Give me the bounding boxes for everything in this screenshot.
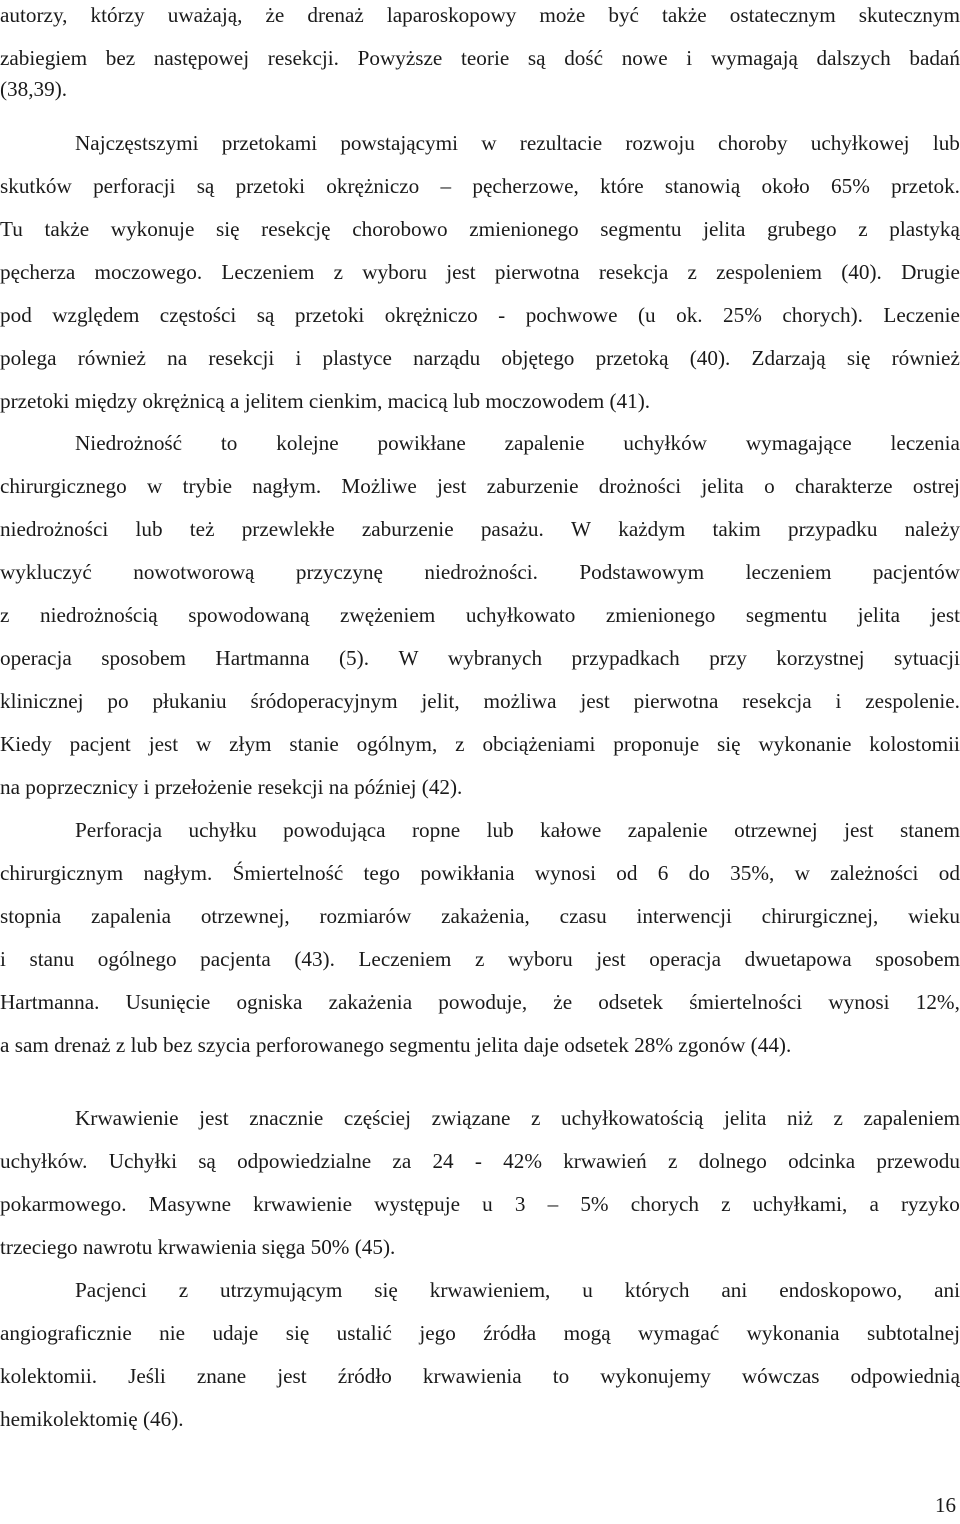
- text-line: kolektomii. Jeśli znane jest źródło krwawienia to wykonujemy wówczas odpowiednią: [0, 1364, 960, 1388]
- text-line: (38,39).: [0, 77, 68, 101]
- text-line: i stanu ogólnego pacjenta (43). Leczeniem z wyboru jest operacja dwuetapowa sposobem: [0, 947, 960, 971]
- text-line: autorzy, którzy uważają, że drenaż laparoskopowy może być także ostatecznym skutecznym: [0, 3, 960, 27]
- text-line: chirurgicznym nagłym. Śmiertelność tego powikłania wynosi od 6 do 35%, w zależności od: [0, 861, 960, 885]
- text-line: wykluczyć nowotworową przyczynę niedrożności. Podstawowym leczeniem pacjentów: [0, 560, 960, 584]
- text-line: polega również na resekcji i plastyce narządu objętego przetoką (40). Zdarzają się również: [0, 346, 960, 370]
- text-line: stopnia zapalenia otrzewnej, rozmiarów zakażenia, czasu interwencji chirurgicznej, wieku: [0, 904, 960, 928]
- text-line: a sam drenaż z lub bez szycia perforowanego segmentu jelita daje odsetek 28% zgonów (44).: [0, 1033, 792, 1057]
- text-line: trzeciego nawrotu krwawienia sięga 50% (45).: [0, 1235, 396, 1259]
- text-line: Tu także wykonuje się resekcję chorobowo zmienionego segmentu jelita grubego z plastyką: [0, 217, 960, 241]
- text-line: Krwawienie jest znacznie częściej związane z uchyłkowatością jelita niż z zapaleniem: [75, 1106, 960, 1130]
- text-line: Hartmanna. Usunięcie ogniska zakażenia powoduje, że odsetek śmiertelności wynosi 12%,: [0, 990, 960, 1014]
- text-line: pokarmowego. Masywne krwawienie występuje u 3 – 5% chorych z uchyłkami, a ryzyko: [0, 1192, 960, 1216]
- text-line: przetoki między okrężnicą a jelitem cienkim, macicą lub moczowodem (41).: [0, 389, 651, 413]
- text-line: hemikolektomię (46).: [0, 1407, 184, 1431]
- page-number: 16: [935, 1493, 956, 1517]
- text-line: z niedrożnością spowodowaną zwężeniem uchyłkowato zmienionego segmentu jelita jest: [0, 603, 960, 627]
- text-line: Niedrożność to kolejne powikłane zapalenie uchyłków wymagające leczenia: [75, 431, 960, 455]
- text-line: operacja sposobem Hartmanna (5). W wybranych przypadkach przy korzystnej sytuacji: [0, 646, 960, 670]
- text-line: angiograficznie nie udaje się ustalić jego źródła mogą wymagać wykonania subtotalnej: [0, 1321, 960, 1345]
- text-line: klinicznej po płukaniu śródoperacyjnym jelit, możliwa jest pierwotna resekcja i zespolenie.: [0, 689, 960, 713]
- text-line: niedrożności lub też przewlekłe zaburzenie pasażu. W każdym takim przypadku należy: [0, 517, 960, 541]
- text-line: pęcherza moczowego. Leczeniem z wyboru jest pierwotna resekcja z zespoleniem (40). Drugie: [0, 260, 960, 284]
- text-line: Pacjenci z utrzymującym się krwawieniem, u których ani endoskopowo, ani: [75, 1278, 960, 1302]
- text-line: na poprzecznicy i przełożenie resekcji na później (42).: [0, 775, 463, 799]
- text-line: pod względem częstości są przetoki okrężniczo - pochwowe (u ok. 25% chorych). Leczenie: [0, 303, 960, 327]
- text-line: Perforacja uchyłku powodująca ropne lub kałowe zapalenie otrzewnej jest stanem: [75, 818, 960, 842]
- text-line: Kiedy pacjent jest w złym stanie ogólnym, z obciążeniami proponuje się wykonanie kolostomii: [0, 732, 960, 756]
- text-line: skutków perforacji są przetoki okrężniczo – pęcherzowe, które stanowią około 65% przetok.: [0, 174, 960, 198]
- text-line: Najczęstszymi przetokami powstającymi w rezultacie rozwoju choroby uchyłkowej lub: [75, 131, 960, 155]
- text-line: uchyłków. Uchyłki są odpowiedzialne za 24 - 42% krwawień z dolnego odcinka przewodu: [0, 1149, 960, 1173]
- text-line: chirurgicznego w trybie nagłym. Możliwe jest zaburzenie drożności jelita o charakterze ostrej: [0, 474, 960, 498]
- text-line: zabiegiem bez następowej resekcji. Powyższe teorie są dość nowe i wymagają dalszych badań: [0, 46, 960, 70]
